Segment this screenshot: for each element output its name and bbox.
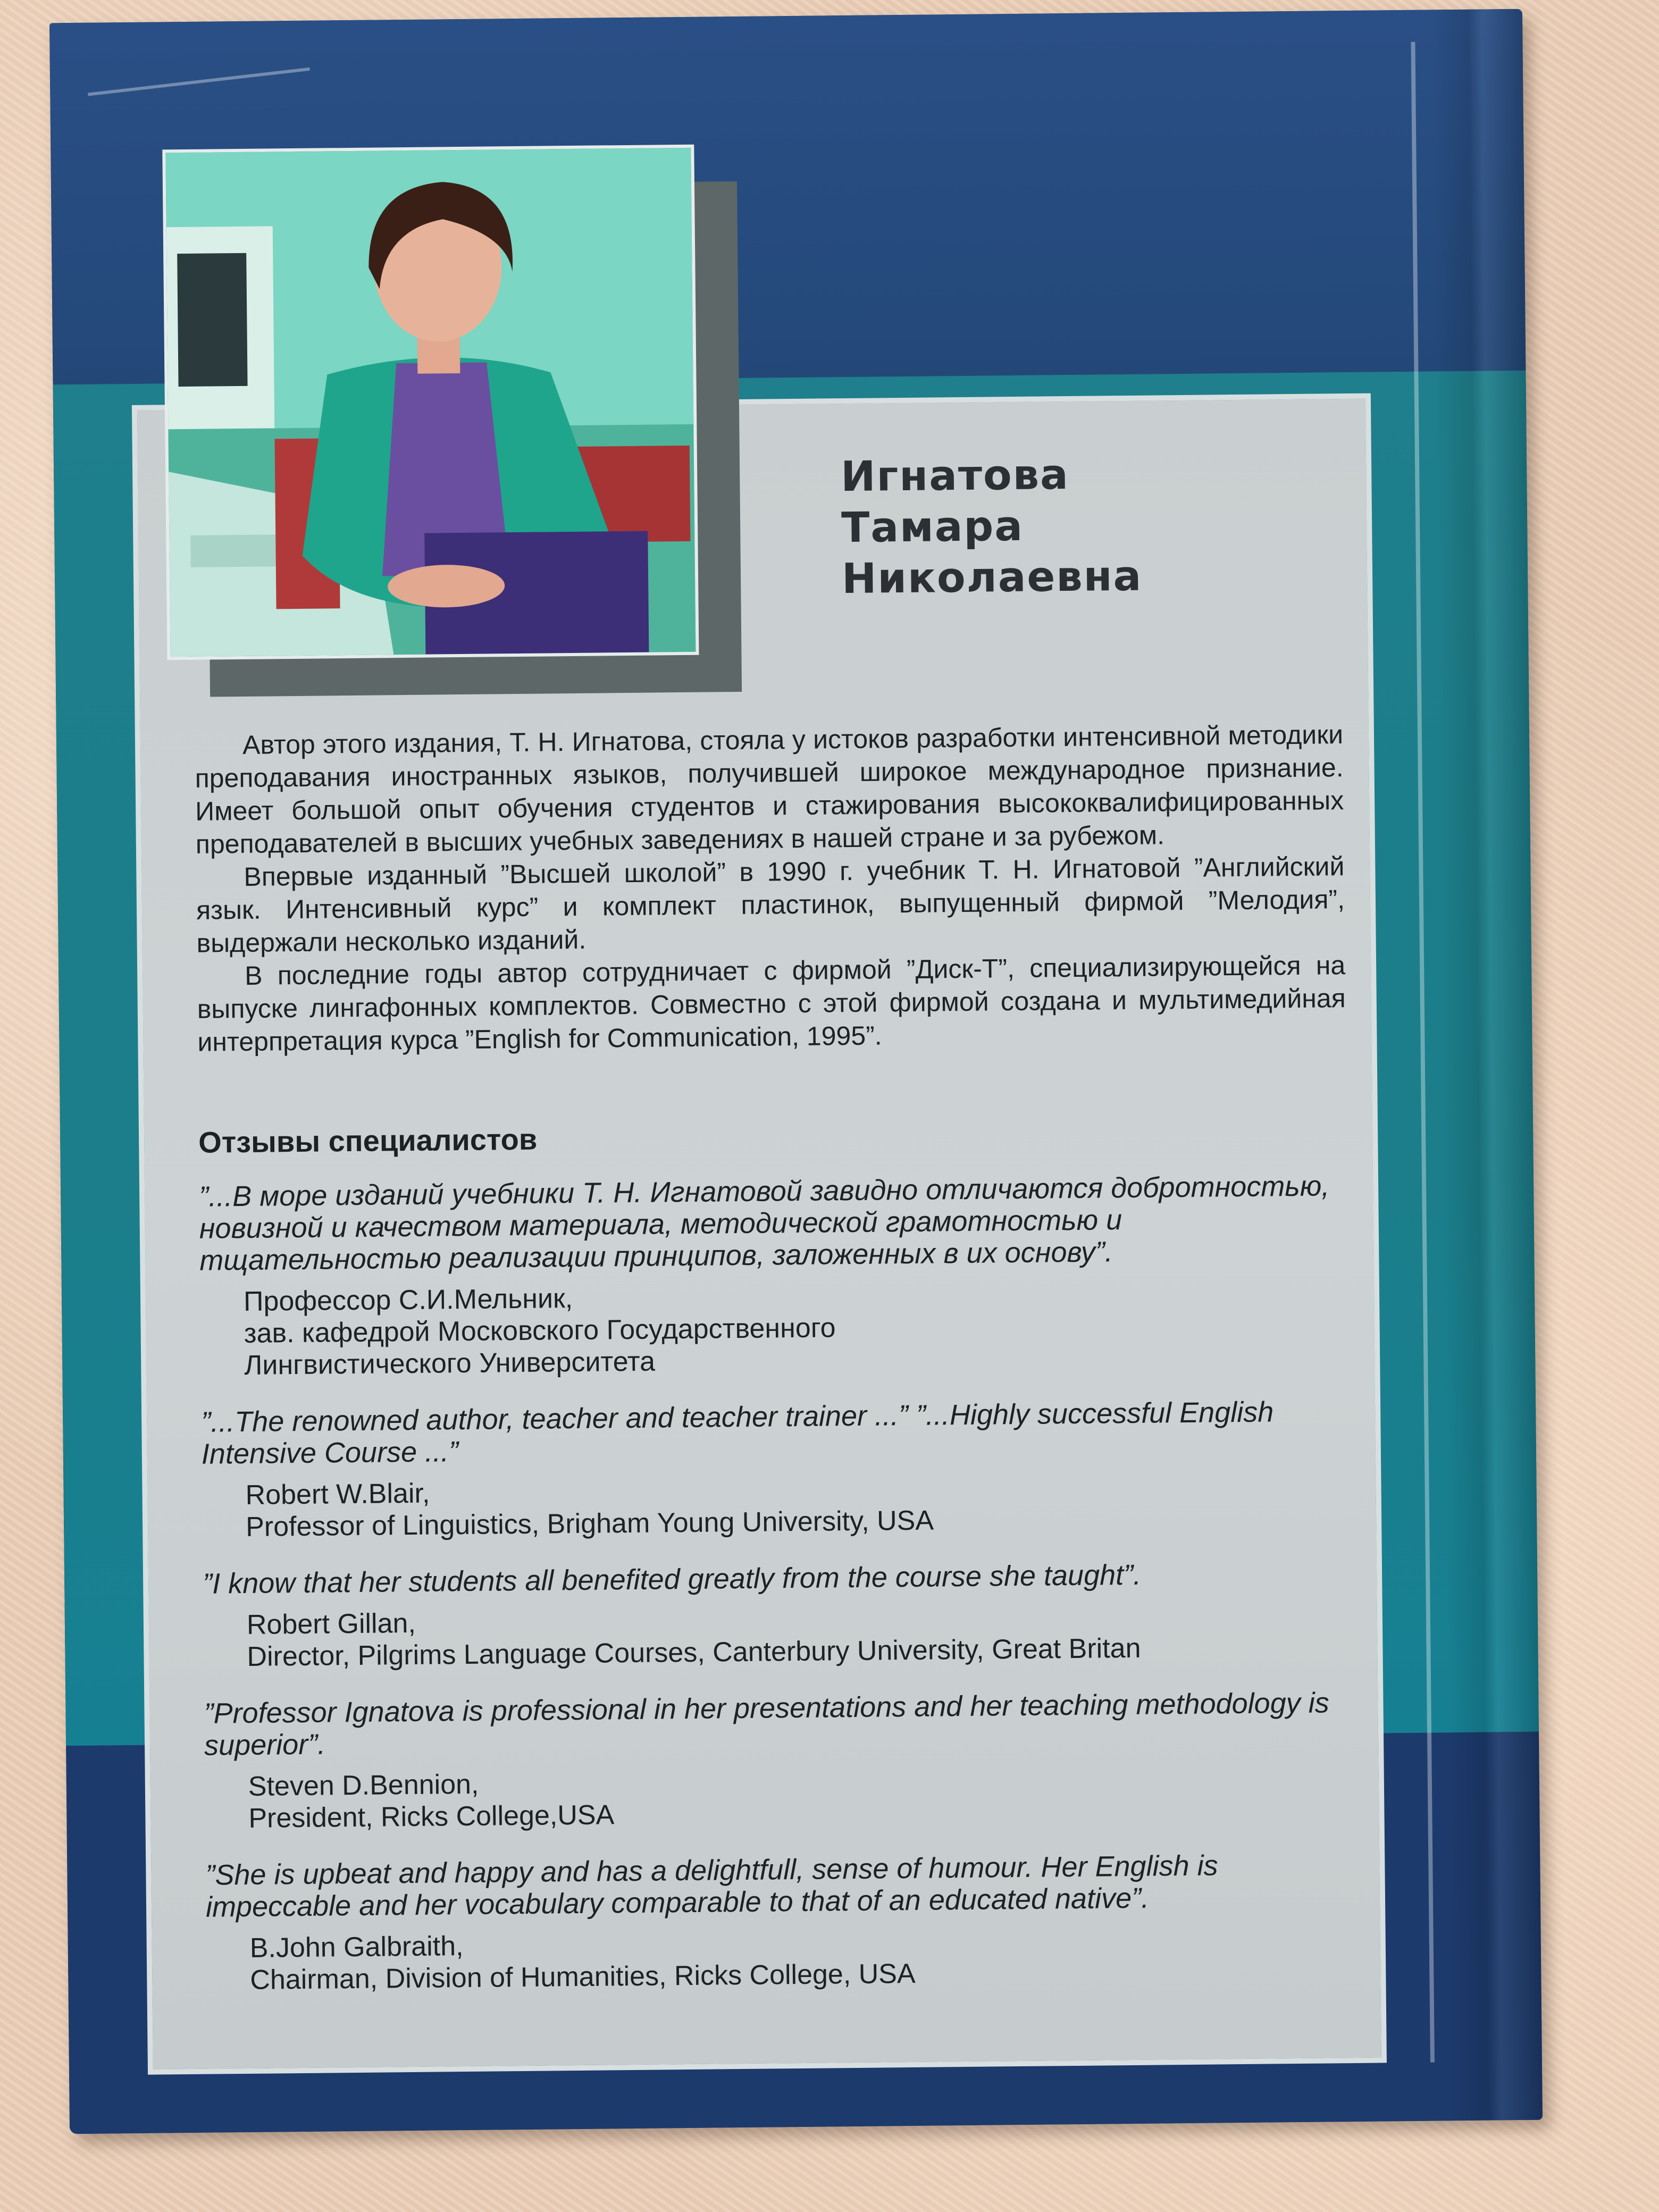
attribution-line: Robert Gillan, — [246, 1607, 416, 1640]
attribution-line: Chairman, Division of Humanities, Ricks College, USA — [250, 1958, 916, 1996]
review-item — [201, 1395, 1361, 1544]
reviews-heading: Отзывы специалистов — [198, 1122, 538, 1159]
attribution-line: Лингвистического Университета — [244, 1346, 656, 1381]
book-back-cover — [49, 9, 1543, 2134]
review-quote: ”I know that her students all benefited greatly from the course she taught”. — [202, 1559, 1142, 1600]
reviews-list — [199, 1170, 1366, 2021]
attribution-line: President, Ricks College,USA — [248, 1799, 615, 1834]
attribution-line: зав. кафедрой Московского Государственного — [244, 1312, 836, 1349]
bio-paragraph: В последние годы автор сотрудничает с фирмой ”Диск-Т”, специализирующейся на выпуске лингафонных комплектов. Совместно с этой фирмой создана и мультимедийная интерпретация курса ”English for Communication, 1995”. — [197, 950, 1346, 1057]
attribution-line: Steven D.Bennion, — [248, 1769, 479, 1802]
review-attribution — [245, 1469, 1361, 1543]
review-quote: ”...В море изданий учебники Т. Н. Игнатовой завидно отличаются добротностью, новизной и качеством материала, методической грамотностью и тщательностью реализации принципов, заложенных в их основу”. — [198, 1170, 1330, 1277]
bio-paragraph: Впервые изданный ”Высшей школой” в 1990 г. учебник Т. Н. Игнатовой ”Английский язык. Интенсивный курс” и комплект пластинок, выпущенный фирмой ”Мелодия”, выдержали несколько изданий. — [196, 851, 1345, 958]
author-name-line: Игнатова — [840, 451, 1070, 501]
review-quote: ”She is upbeat and happy and has a delightfull, sense of humour. Her English is impeccable and her vocabulary comparable to that of an educated native”. — [205, 1849, 1218, 1923]
review-quote: ”...The renowned author, teacher and teacher trainer ...” ”...Highly successful English Intensive Course ...” — [200, 1396, 1274, 1470]
review-attribution — [249, 1922, 1365, 1996]
attribution-line: Robert W.Blair, — [245, 1478, 430, 1511]
review-item — [203, 1557, 1363, 1673]
author-photo — [162, 145, 699, 660]
author-name-line: Николаевна — [841, 552, 1143, 604]
attribution-line: B.John Galbraith, — [249, 1931, 464, 1964]
review-item — [204, 1687, 1364, 1835]
author-bio — [195, 718, 1346, 1059]
review-attribution — [247, 1598, 1363, 1673]
attribution-line: Professor of Linguistics, Brigham Young University, USA — [245, 1505, 934, 1543]
review-attribution — [244, 1275, 1360, 1381]
author-name — [841, 449, 1143, 605]
review-item — [199, 1170, 1360, 1382]
review-attribution — [248, 1760, 1364, 1834]
review-quote: ”Professor Ignatova is professional in her presentations and her teaching methodology is superior”. — [204, 1687, 1329, 1762]
attribution-line: Director, Pilgrims Language Courses, Canterbury University, Great Britan — [247, 1632, 1141, 1672]
attribution-line: Профессор С.И.Мельник, — [243, 1283, 573, 1317]
review-item — [205, 1848, 1365, 1997]
bio-paragraph: Автор этого издания, Т. Н. Игнатова, стояла у истоков разработки интенсивной методики преподавания иностранных языков, получившей широкое международное признание. Имеет большой опыт обучения студентов и стажирования высококвалифицированных преподавателей в высших учебных заведениях в нашей стране и за рубежом. — [195, 719, 1344, 859]
author-name-line: Тамара — [841, 502, 1024, 552]
